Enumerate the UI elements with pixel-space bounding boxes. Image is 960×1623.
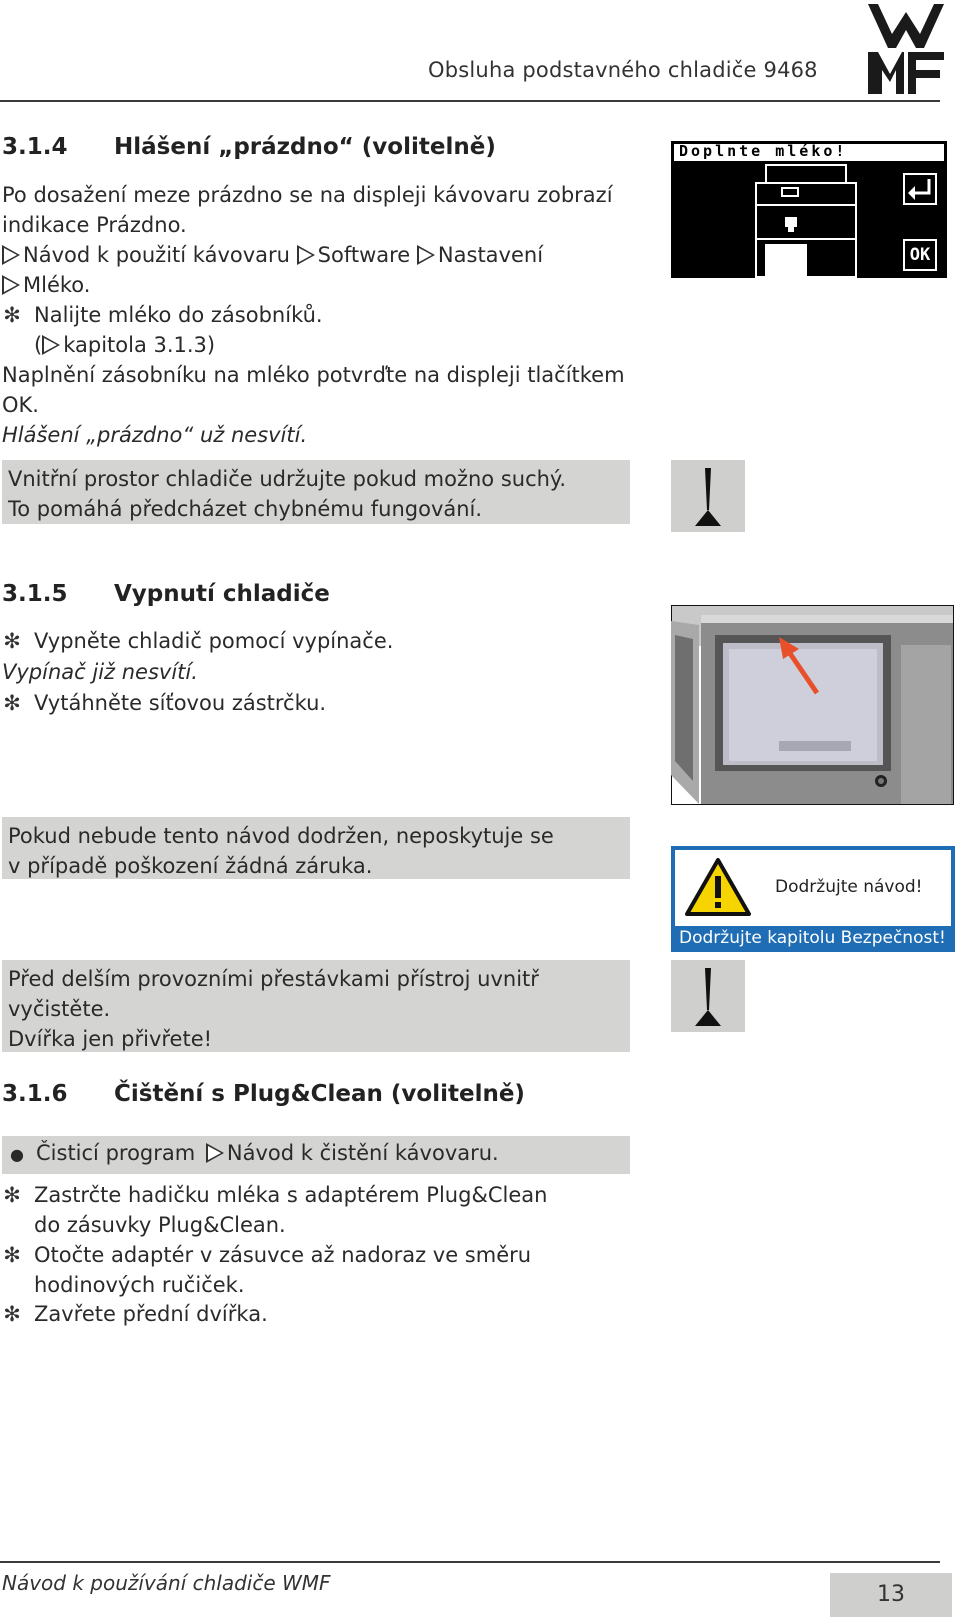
- triangle-pointer-icon: [2, 245, 20, 265]
- step-asterisk-icon: ✻: [3, 691, 21, 715]
- step-item: [2, 300, 323, 330]
- triangle-pointer-icon: [42, 335, 60, 355]
- section-title: Vypnutí chladiče: [114, 581, 330, 607]
- step-text: Vypněte chladič pomocí vypínače.: [34, 629, 394, 653]
- note-line: Před delším provozními přestávkami přístroj uvnitř: [8, 967, 539, 991]
- note-line: Vnitřní prostor chladiče udržujte pokud možno suchý.: [8, 467, 567, 491]
- triangle-pointer-icon: [417, 245, 435, 265]
- nav-step: Mléko.: [23, 273, 91, 297]
- step-item: [2, 1240, 531, 1270]
- note-box: [2, 460, 630, 524]
- ok-button: OK: [903, 239, 937, 271]
- nav-path-line: [2, 270, 90, 300]
- step-continuation: hodinových ručiček.: [34, 1273, 245, 1297]
- nav-path-line: [2, 240, 543, 270]
- section-heading-3-1-4: [2, 134, 642, 166]
- note-line: To pomáhá předcházet chybnému fungování.: [8, 497, 483, 521]
- footer-title: Návod k používání chladiče WMF: [2, 1571, 331, 1595]
- triangle-pointer-icon: [297, 245, 315, 265]
- cooler-switch-photo: [671, 605, 954, 805]
- back-arrow-icon: [903, 173, 937, 205]
- step-item: [2, 1180, 547, 1210]
- warning-triangle-icon: [683, 856, 753, 918]
- paragraph-line: OK.: [2, 393, 39, 417]
- paragraph-line: Po dosažení meze prázdno se na displeji kávovaru zobrazí: [2, 183, 613, 207]
- section-number: 3.1.6: [2, 1081, 68, 1107]
- step-text: Zastrčte hadičku mléka s adaptérem Plug&Clean: [34, 1183, 548, 1207]
- nav-step: Software: [317, 243, 411, 267]
- nav-step: Návod k použití kávovaru: [23, 243, 290, 267]
- pause-note-box: [2, 960, 630, 1052]
- step-asterisk-icon: ✻: [3, 303, 21, 327]
- step-asterisk-icon: ✻: [3, 1183, 21, 1207]
- step-continuation: do zásuvky Plug&Clean.: [34, 1213, 286, 1237]
- bullet-text: Návod k čistění kávovaru.: [226, 1141, 499, 1165]
- page-number: 13: [830, 1573, 952, 1617]
- safety-warning-box: [671, 846, 955, 952]
- bullet-note-box: [2, 1136, 630, 1174]
- step-item: [2, 626, 393, 656]
- note-line: Pokud nebude tento návod dodržen, neposkytuje se: [8, 824, 554, 848]
- section-title: Čištění s Plug&Clean (volitelně): [114, 1081, 525, 1107]
- step-item: [2, 688, 326, 718]
- bullet-text: Čisticí program: [36, 1141, 196, 1165]
- result-text: Vypínač již nesvítí.: [2, 660, 198, 684]
- step-text: Otočte adaptér v zásuvce až nadoraz ve směru: [34, 1243, 532, 1267]
- section-heading-3-1-5: [2, 581, 642, 613]
- footer-rule: [0, 1561, 940, 1563]
- bullet-dot-icon: ●: [10, 1145, 24, 1164]
- exclamation-icon: [671, 460, 745, 532]
- paragraph-line: Naplnění zásobníku na mléko potvrďte na displeji tlačítkem: [2, 363, 625, 387]
- warning-box-text: Dodržujte návod!: [775, 877, 923, 897]
- warning-box-footer: Dodržujte kapitolu Bezpečnost!: [679, 928, 946, 948]
- step-text: Vytáhněte síťovou zástrčku.: [34, 691, 327, 715]
- step-asterisk-icon: ✻: [3, 1302, 21, 1326]
- step-item: [2, 1299, 268, 1329]
- step-asterisk-icon: ✻: [3, 629, 21, 653]
- section-number: 3.1.5: [2, 581, 68, 607]
- note-line: v případě poškození žádná záruka.: [8, 854, 373, 878]
- exclamation-icon: [671, 960, 745, 1032]
- result-text: Hlášení „prázdno“ už nesvítí.: [2, 423, 308, 447]
- step-text: Nalijte mléko do zásobníků.: [34, 303, 323, 327]
- step-text: Zavřete přední dvířka.: [34, 1302, 268, 1326]
- reference-text: kapitola 3.1.3): [63, 333, 216, 357]
- paragraph-line: indikace Prázdno.: [2, 213, 187, 237]
- page-header-title: Obsluha podstavného chladiče 9468: [428, 58, 818, 82]
- coffee-machine-display: [671, 141, 947, 278]
- warranty-note-box: [2, 817, 630, 879]
- section-title: Hlášení „prázdno“ (volitelně): [114, 134, 496, 160]
- wmf-logo-icon: [868, 4, 944, 96]
- header-rule: [0, 100, 940, 102]
- step-asterisk-icon: ✻: [3, 1243, 21, 1267]
- section-heading-3-1-6: [2, 1081, 642, 1113]
- reference-paren: (: [34, 333, 43, 357]
- nav-step: Nastavení: [437, 243, 544, 267]
- triangle-pointer-icon: [206, 1143, 224, 1163]
- triangle-pointer-icon: [2, 275, 20, 295]
- display-message: Doplnte mléko!: [679, 142, 848, 160]
- note-line: Dvířka jen přivřete!: [8, 1027, 213, 1051]
- note-line: vyčistěte.: [8, 997, 111, 1021]
- section-number: 3.1.4: [2, 134, 68, 160]
- reference-line: [34, 330, 215, 360]
